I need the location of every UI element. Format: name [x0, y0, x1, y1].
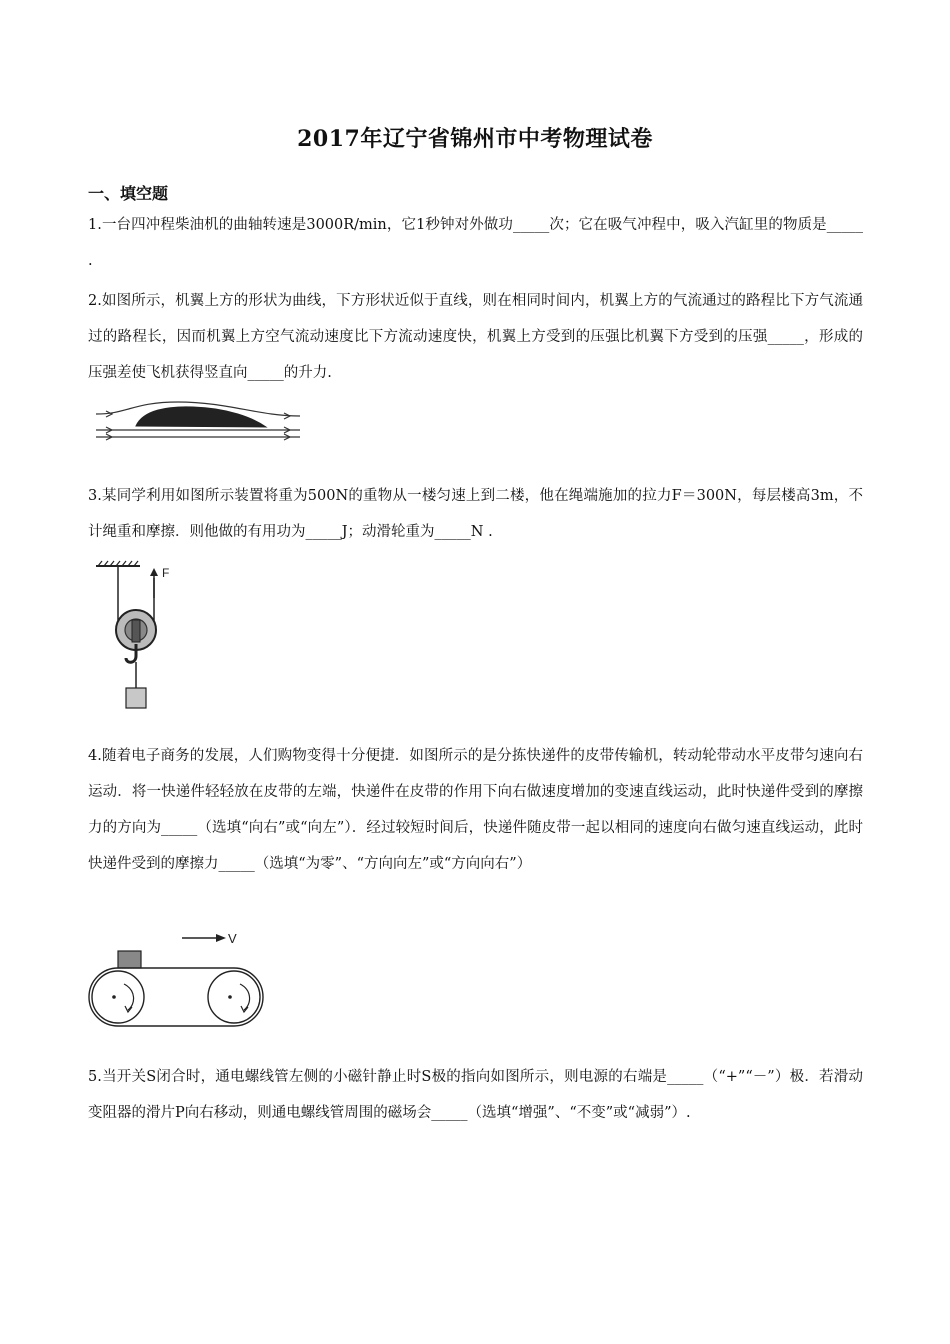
package-block [118, 951, 141, 968]
question-2 [88, 283, 863, 391]
question-number: 5. [88, 1069, 102, 1085]
conveyor-belt-figure [86, 928, 266, 1028]
velocity-arrowhead [216, 934, 226, 942]
force-label: F [162, 566, 170, 580]
question-1 [88, 207, 863, 279]
question-text: 如图所示，机翼上方的形状为曲线，下方形状近似于直线，则在相同时间内，机翼上方的气流通过的路程比下方气流通过的路程长，因而机翼上方空气流动速度比下方流动速度快，机翼上方受到的压强比机翼下方受到的压强_____，形成的压强差使飞机获得竖直向_____的升力. [88, 293, 863, 381]
question-number: 1. [88, 217, 102, 233]
wing-airflow-figure [88, 396, 303, 446]
right-wheel [208, 971, 260, 1023]
question-text: 当开关S闭合时，通电螺线管左侧的小磁针静止时S极的指向如图所示，则电源的右端是_____（“+”“－”）极．若滑动变阻器的滑片P向右移动，则通电螺线管周围的磁场会_____（选填“增强”、“不变”或“减弱”）. [88, 1069, 863, 1121]
right-wheel-center [228, 995, 232, 999]
section-heading: 一、填空题 [88, 184, 169, 203]
question-5 [88, 1059, 863, 1131]
document-title: 2017年辽宁省锦州市中考物理试卷 [297, 126, 653, 152]
arrowhead [106, 411, 112, 417]
question-3 [88, 478, 863, 550]
force-arrowhead [150, 568, 158, 576]
left-wheel-center [112, 995, 116, 999]
question-number: 4. [88, 748, 102, 764]
pulley-figure [88, 558, 198, 713]
pulley-axle-bracket [132, 620, 140, 642]
question-number: 3. [88, 488, 102, 504]
left-wheel [92, 971, 144, 1023]
load-block [126, 688, 146, 708]
question-number: 2. [88, 293, 102, 309]
question-text: 随着电子商务的发展，人们购物变得十分便捷．如图所示的是分拣快递件的皮带传输机，转动轮带动水平皮带匀速向右运动．将一快递件轻轻放在皮带的左端，快递件在皮带的作用下向右做速度增加的变速直线运动，此时快递件受到的摩擦力的方向为_____（选填“向右”或“向左”）．经过较短时间后，快递件随皮带一起以相同的速度向右做匀速直线运动，此时快递件受到的摩擦力_____（选填“为零”、“方向向左”或“方向向右”） [88, 748, 863, 872]
question-4 [88, 738, 863, 882]
question-text: 一台四冲程柴油机的曲轴转速是3000R/min，它1秒钟对外做功_____次；它在吸气冲程中，吸入汽缸里的物质是_____ . [88, 217, 863, 269]
velocity-label: V [228, 931, 237, 946]
question-text: 某同学利用如图所示装置将重为500N的重物从一楼匀速上到二楼，他在绳端施加的拉力F＝300N，每层楼高3m，不计绳重和摩擦．则他做的有用功为_____J；动滑轮重为_____N . [88, 488, 863, 540]
